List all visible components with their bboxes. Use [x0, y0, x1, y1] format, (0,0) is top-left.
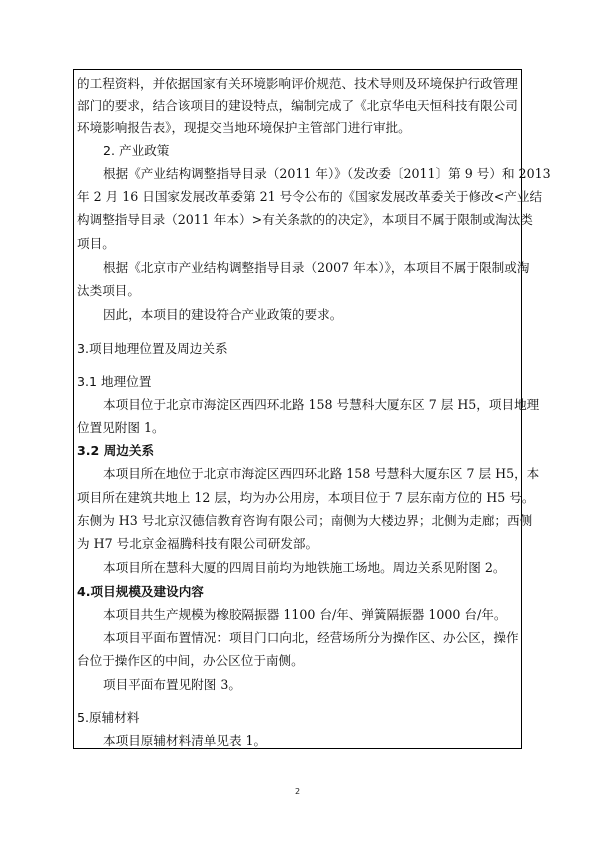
body-line: 东侧为 H3 号北京汉德信教育咨询有限公司；南侧为大楼边界；北侧为走廊；西侧 [77, 513, 533, 528]
body-line: 的工程资料，并依据国家有关环境影响评价规范、技术导则及环境保护行政管理 [77, 76, 518, 91]
section-heading-4: 4.项目规模及建设内容 [77, 584, 204, 599]
body-line: 根据《北京市产业结构调整指导目录（2007 年本）》，本项目不属于限制或淘 [103, 260, 530, 275]
section-heading-2: 2. 产业政策 [103, 143, 170, 158]
body-line: 本项目共生产规模为橡胶隔振器 1100 台/年、弹簧隔振器 1000 台/年。 [103, 607, 507, 622]
body-line: 项目所在建筑共地上 12 层，均为办公用房，本项目位于 7 层东南方位的 H5 号。 [77, 490, 535, 505]
body-line: 项目平面布置见附图 3。 [103, 677, 241, 692]
body-line: 环境影响报告表》，现提交当地环境保护主管部门进行审批。 [77, 120, 411, 135]
body-line: 本项目所在慧科大厦的四周目前均为地铁施工场地。周边关系见附图 2。 [103, 560, 506, 575]
body-line: 根据《产业结构调整指导目录（2011 年）》（发改委〔2011〕第 9 号）和 2013 [103, 166, 551, 181]
body-line: 年 2 月 16 日国家发展改革委第 21 号令公布的《国家发展改革委关于修改<产业结 [77, 189, 543, 204]
section-heading-5: 5.原辅材料 [77, 710, 140, 725]
page-number: 2 [294, 787, 301, 796]
body-line: 项目。 [77, 236, 115, 251]
subsection-heading-3-2: 3.2 周边关系 [77, 443, 155, 458]
body-line: 本项目位于北京市海淀区西四环北路 158 号慧科大厦东区 7 层 H5，项目地理 [103, 397, 540, 412]
body-line: 因此，本项目的建设符合产业政策的要求。 [103, 307, 343, 322]
body-line: 台位于操作区的中间，办公区位于南侧。 [77, 653, 304, 668]
body-line: 本项目原辅材料清单见表 1。 [103, 733, 267, 748]
body-line: 为 H7 号北京金福腾科技有限公司研发部。 [77, 536, 319, 551]
body-line: 本项目平面布置情况：项目门口向北，经营场所分为操作区、办公区，操作 [103, 630, 519, 645]
section-heading-3: 3.项目地理位置及周边关系 [77, 341, 228, 356]
body-line: 位置见附图 1。 [77, 420, 165, 435]
subsection-heading-3-1: 3.1 地理位置 [77, 374, 152, 389]
body-line: 部门的要求，结合该项目的建设特点，编制完成了《北京华电天恒科技有限公司 [77, 98, 518, 113]
body-line: 汰类项目。 [77, 283, 140, 298]
body-line: 构调整指导目录（2011 年本）>有关条款的的决定》，本项目不属于限制或淘汰类 [77, 212, 533, 227]
body-line: 本项目所在地位于北京市海淀区西四环北路 158 号慧科大厦东区 7 层 H5，本 [103, 466, 540, 481]
